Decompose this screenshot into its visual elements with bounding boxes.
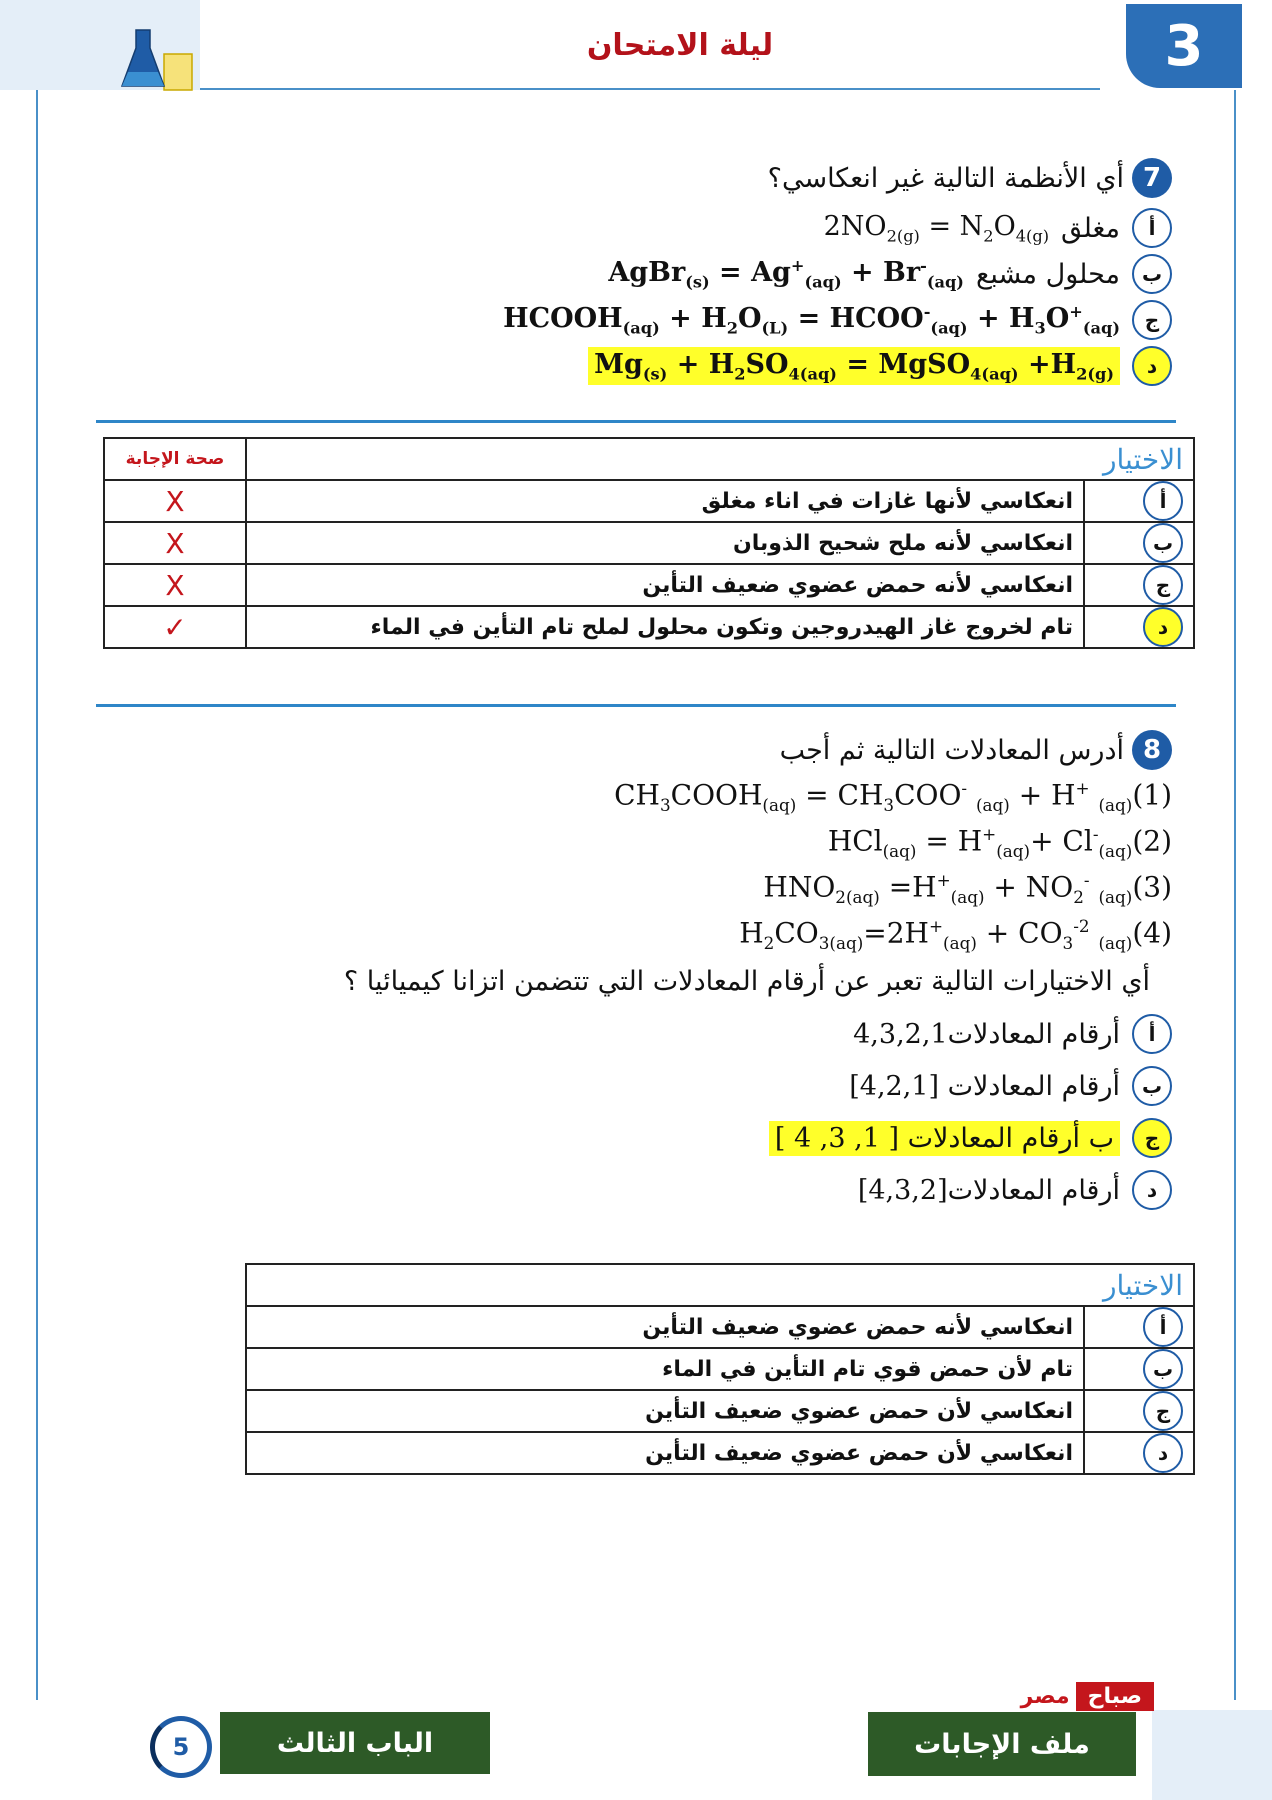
option-text: أرقام المعادلات[4,3,2] bbox=[857, 1174, 1120, 1206]
section-divider-2 bbox=[96, 704, 1176, 707]
q7-option bbox=[588, 346, 1172, 386]
option-letter-circle: ج bbox=[1143, 1391, 1183, 1431]
q8-question bbox=[344, 966, 1150, 997]
row-mark: X bbox=[104, 522, 246, 564]
q7-answer-table bbox=[103, 437, 1195, 649]
option-letter-circle: ب bbox=[1143, 1349, 1183, 1389]
row-text: تام لأن حمض قوي تام التأين في الماء bbox=[246, 1348, 1084, 1390]
choice-header: الاختيار bbox=[246, 1264, 1194, 1306]
option-equation: $2NO_{2(g)} = N_2O_{4(g)}$ bbox=[823, 210, 1050, 246]
q7-number-badge: 7 bbox=[1132, 158, 1172, 198]
q7-option bbox=[503, 300, 1172, 340]
option-letter-circle: د bbox=[1132, 1170, 1172, 1210]
table-row bbox=[104, 480, 1194, 522]
row-letter-cell bbox=[1084, 1306, 1194, 1348]
q8-answer-table bbox=[245, 1263, 1195, 1475]
row-text: انعكاسي لأنها غازات في اناء مغلق bbox=[246, 480, 1084, 522]
q7-question bbox=[768, 158, 1172, 198]
q8-equation: $CH_3COOH_{(aq)} = CH_3COO^-$ $_{(aq)}$ + H+ $_{(aq)}$(1) bbox=[614, 778, 1172, 815]
table-header-row bbox=[104, 438, 1194, 480]
row-text: انعكاسي لأن حمض عضوي ضعيف التأين bbox=[246, 1432, 1084, 1474]
option-label: محلول مشبع bbox=[975, 258, 1120, 290]
q8-intro-text: أدرس المعادلات التالية ثم أجب bbox=[779, 734, 1124, 766]
row-mark: ✓ bbox=[104, 606, 246, 648]
brand-word-2: مصر bbox=[1020, 1684, 1070, 1709]
option-letter-circle: أ bbox=[1132, 208, 1172, 248]
q8-option bbox=[769, 1118, 1172, 1158]
row-mark: X bbox=[104, 480, 246, 522]
option-letter-circle: ب bbox=[1132, 254, 1172, 294]
option-letter-circle: د bbox=[1143, 607, 1183, 647]
row-text: انعكاسي لأنه حمض عضوي ضعيف التأين bbox=[246, 1306, 1084, 1348]
table-header-row bbox=[246, 1264, 1194, 1306]
q7-option bbox=[824, 208, 1172, 248]
q8-option bbox=[858, 1170, 1172, 1210]
row-letter-cell bbox=[1084, 1390, 1194, 1432]
flask-icon bbox=[118, 28, 198, 96]
table-row bbox=[246, 1432, 1194, 1474]
row-letter-cell bbox=[1084, 1348, 1194, 1390]
header-underline bbox=[200, 88, 1100, 90]
option-text: أرقام المعادلات4,3,2,1 bbox=[853, 1018, 1120, 1050]
option-text: أرقام المعادلات [4,2,1] bbox=[849, 1070, 1120, 1102]
row-text: تام لخروج غاز الهيدروجين وتكون محلول لملح تام التأين في الماء bbox=[246, 606, 1084, 648]
row-letter-cell bbox=[1084, 480, 1194, 522]
page-title: ليلة الامتحان bbox=[586, 28, 774, 63]
table-row bbox=[104, 606, 1194, 648]
q8-equation: $HNO_{2(aq)} =H^+_{(aq)} + NO_2^-$ $_{(aq)}$(3) bbox=[763, 870, 1172, 907]
option-equation: $HCOOH_{(aq)} + H_2O_{(L)}$ = $HCOO^-_{(aq)} + H_3O^+_{(aq)}$ bbox=[503, 302, 1120, 338]
option-letter-circle: د bbox=[1143, 1433, 1183, 1473]
q7-question-text: أي الأنظمة التالية غير انعكاسي؟ bbox=[767, 162, 1124, 194]
q8-option bbox=[853, 1014, 1172, 1054]
section-divider-1 bbox=[96, 420, 1176, 423]
option-letter-circle: د bbox=[1132, 346, 1172, 386]
table-row bbox=[246, 1390, 1194, 1432]
q7-option bbox=[608, 254, 1172, 294]
option-letter-circle: ج bbox=[1132, 300, 1172, 340]
row-letter-cell bbox=[1084, 564, 1194, 606]
brand-logo bbox=[1021, 1682, 1154, 1711]
q8-option bbox=[849, 1066, 1172, 1106]
option-letter-circle: ج bbox=[1143, 565, 1183, 605]
option-letter-circle: ب bbox=[1143, 523, 1183, 563]
page-number: 5 bbox=[172, 1733, 190, 1761]
page-number-badge bbox=[150, 1716, 212, 1778]
option-text: ب أرقام المعادلات [ 1, 3, 4 ] bbox=[769, 1121, 1120, 1156]
row-text: انعكاسي لأنه ملح شحيح الذوبان bbox=[246, 522, 1084, 564]
option-equation: $Mg_{(s)} + H_2SO_{4(aq)}$ = MgSO$_{4(aq)}$ $+H_{2(g)}$ bbox=[588, 347, 1120, 385]
row-text: انعكاسي لأن حمض عضوي ضعيف التأين bbox=[246, 1390, 1084, 1432]
option-letter-circle: أ bbox=[1143, 481, 1183, 521]
row-text: انعكاسي لأنه حمض عضوي ضعيف التأين bbox=[246, 564, 1084, 606]
option-letter-circle: ب bbox=[1132, 1066, 1172, 1106]
option-letter-circle: ج bbox=[1132, 1118, 1172, 1158]
q8-intro bbox=[780, 730, 1172, 770]
table-row bbox=[104, 522, 1194, 564]
choice-header: الاختيار bbox=[246, 438, 1194, 480]
q8-equation: $HCl_{(aq)} = H^+_{(aq)}+ Cl^-_{(aq)}(2)$ bbox=[827, 824, 1172, 861]
chapter-label: الباب الثالث bbox=[220, 1712, 490, 1774]
option-letter-circle: أ bbox=[1143, 1307, 1183, 1347]
left-frame-line bbox=[36, 90, 38, 1700]
option-equation: AgBr$_{(s)}$ = $Ag^+_{(aq)} + Br^-_{(aq)}$ bbox=[608, 256, 964, 292]
option-label: مغلق bbox=[1061, 212, 1120, 244]
brand-word-1: صباح bbox=[1076, 1682, 1154, 1711]
row-letter-cell bbox=[1084, 522, 1194, 564]
q8-number-badge: 8 bbox=[1132, 730, 1172, 770]
option-letter-circle: أ bbox=[1132, 1014, 1172, 1054]
q8-equation: $H_2CO_{3(aq)}=2H^+_{(aq)} + CO_3^{-2}$ $_{(aq)}$(4) bbox=[739, 916, 1172, 953]
q8-question-text: أي الاختيارات التالية تعبر عن أرقام المعادلات التي تتضمن اتزانا كيميائيا ؟ bbox=[343, 966, 1150, 997]
row-letter-cell bbox=[1084, 1432, 1194, 1474]
correctness-header: صحة الإجابة bbox=[104, 438, 246, 480]
table-row bbox=[104, 564, 1194, 606]
file-label: ملف الإجابات bbox=[868, 1712, 1136, 1776]
row-letter-cell bbox=[1084, 606, 1194, 648]
corner-tint-br bbox=[1152, 1710, 1272, 1800]
chapter-number-badge: 3 bbox=[1126, 4, 1242, 88]
table-row bbox=[246, 1306, 1194, 1348]
row-mark: X bbox=[104, 564, 246, 606]
table-row bbox=[246, 1348, 1194, 1390]
right-frame-line bbox=[1234, 90, 1236, 1700]
